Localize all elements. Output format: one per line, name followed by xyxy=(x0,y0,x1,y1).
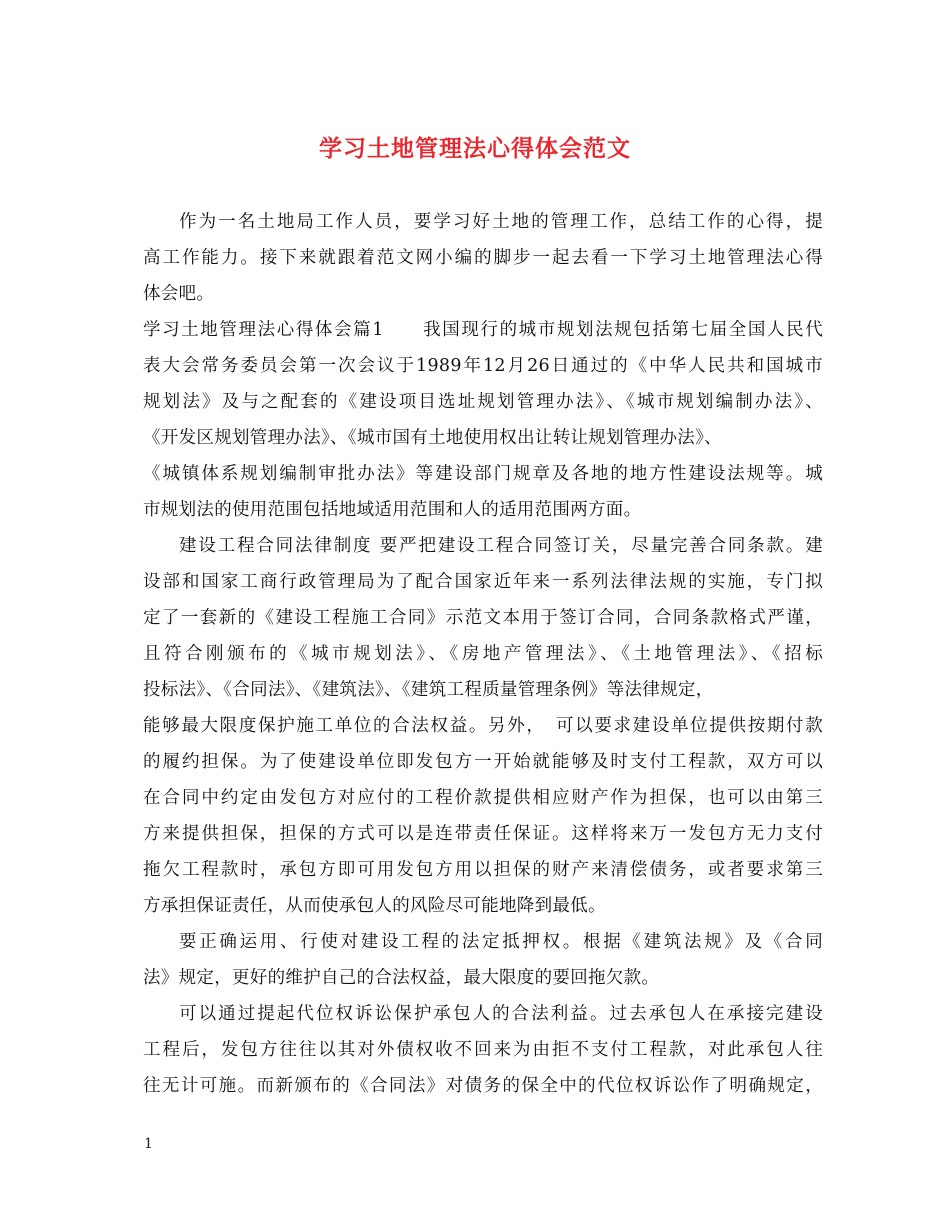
page-number: 1 xyxy=(144,1136,153,1152)
text-line: 市规划法的使用范围包括地域适用范围和人的适用范围两方面。 xyxy=(143,500,642,520)
text-line: 规划法》及与之配套的《建设项目选址规划管理办法》、《城市规划编制办法》、 xyxy=(143,392,823,412)
text-line: 拖欠工程款时，承包方即可用发包方用以担保的财产来清偿债务，或者要求第三 xyxy=(143,860,823,880)
text-line: 表大会常务委员会第一次会议于1989年12月26日通过的《中华人民共和国城市 xyxy=(143,356,823,376)
document-title: 学习土地管理法心得体会范文 xyxy=(319,136,631,162)
text-line: 投标法》、《合同法》、《建筑法》、《建筑工程质量管理条例》等法律规定， xyxy=(143,680,714,700)
document-body xyxy=(143,204,823,1104)
text-line: 高工作能力。接下来就跟着范文网小编的脚步一起去看一下学习土地管理法心得 xyxy=(143,248,823,268)
text-line: 在合同中约定由发包方对应付的工程价款提供相应财产作为担保，也可以由第三 xyxy=(143,788,823,808)
text-line: 要正确运用、行使对建设工程的法定抵押权。根据《建筑法规》及《合同 xyxy=(179,932,823,952)
text-line: 定了一套新的《建设工程施工合同》示范文本用于签订合同，合同条款格式严谨， xyxy=(143,608,823,628)
text-line: 能够最大限度保护施工单位的合法权益。另外， 可以要求建设单位提供按期付款 xyxy=(143,716,823,736)
text-line: 体会吧。 xyxy=(143,284,215,304)
text-line: 往无计可施。而新颁布的《合同法》对债务的保全中的代位权诉讼作了明确规定， xyxy=(143,1076,823,1096)
text-line: 方来提供担保，担保的方式可以是连带责任保证。这样将来万一发包方无力支付 xyxy=(143,824,823,844)
text-line: 且符合刚颁布的《城市规划法》、《房地产管理法》、《土地管理法》、《招标 xyxy=(143,644,823,664)
text-line: 学习土地管理法心得体会篇1 我国现行的城市规划法规包括第七届全国人民代 xyxy=(143,320,823,340)
text-line: 法》规定，更好的维护自己的合法权益，最大限度的要回拖欠款。 xyxy=(143,968,660,988)
text-line: 作为一名土地局工作人员，要学习好土地的管理工作，总结工作的心得，提 xyxy=(179,212,823,232)
text-line: 《城镇体系规划编制审批办法》等建设部门规章及各地的地方性建设法规等。城 xyxy=(143,464,823,484)
text-line: 设部和国家工商行政管理局为了配合国家近年来一系列法律法规的实施，专门拟 xyxy=(143,572,823,592)
text-line: 建设工程合同法律制度 要严把建设工程合同签订关，尽量完善合同条款。建 xyxy=(179,536,823,556)
text-line: 《开发区规划管理办法》、《城市国有土地使用权出让转让规划管理办法》、 xyxy=(143,428,722,448)
text-line: 工程后，发包方往往以其对外债权收不回来为由拒不支付工程款，对此承包人往 xyxy=(143,1040,823,1060)
text-line: 可以通过提起代位权诉讼保护承包人的合法利益。过去承包人在承接完建设 xyxy=(179,1004,823,1024)
text-line: 方承担保证责任，从而使承包人的风险尽可能地降到最低。 xyxy=(143,896,606,916)
text-line: 的履约担保。为了使建设单位即发包方一开始就能够及时支付工程款，双方可以 xyxy=(143,752,823,772)
